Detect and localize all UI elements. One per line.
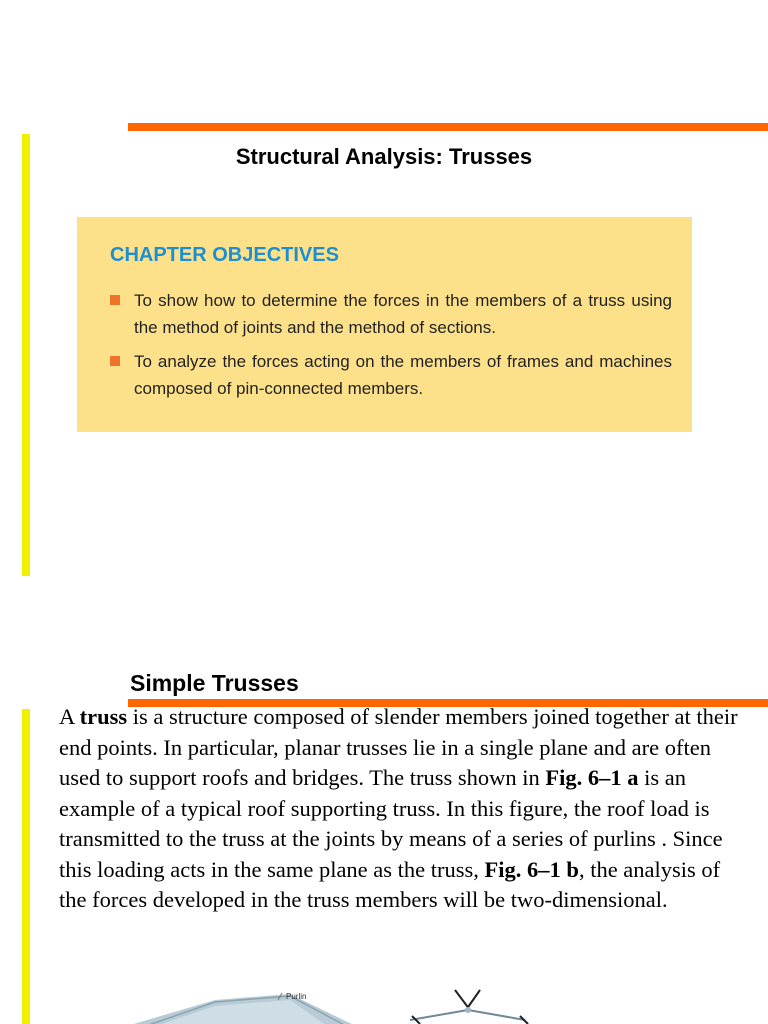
text-run: A (59, 704, 80, 729)
truss-diagram (410, 990, 528, 1024)
objectives-heading: CHAPTER OBJECTIVES (110, 244, 339, 266)
slide-title: Structural Analysis: Trusses (235, 144, 533, 169)
square-bullet-icon (110, 356, 120, 366)
accent-bar (22, 709, 30, 1024)
truss-figure (0, 988, 768, 1024)
objectives-list (110, 287, 672, 409)
objective-item (110, 287, 672, 341)
slide-2 (0, 600, 768, 1024)
text-run: is a structure composed of slender members joined together at their end points. In particular, planar trusses lie in a single plane and are often used to support roofs and bridges. The truss shown in (59, 704, 738, 790)
figure-reference: Fig. 6–1 b (484, 856, 579, 882)
bold-term: truss (79, 704, 128, 729)
body-paragraph (59, 702, 749, 916)
figure-reference: Fig. 6–1 a (545, 765, 639, 790)
slide-title: Simple Trusses (130, 670, 299, 696)
accent-bar (22, 134, 30, 576)
roof-truss-illustration (120, 993, 360, 1024)
title-rule (128, 123, 768, 131)
objective-text: To analyze the forces acting on the members of frames and machines composed of pin-connected members. (134, 352, 672, 398)
text-run: , the analysis of the forces developed in the truss members will be two-dimensional. (59, 856, 721, 912)
purlin-label: Purlin (286, 992, 307, 1001)
objective-text: To show how to determine the forces in the members of a truss using the method of joints and the method of sections. (134, 291, 672, 337)
objective-item (110, 348, 672, 402)
text-run: is an example of a typical roof supporting truss. In this figure, the roof load is transmitted to the truss at the joints by means of a series of purlins . Since this loading acts in the same plane as the truss, (59, 765, 723, 882)
square-bullet-icon (110, 295, 120, 305)
objectives-box (77, 217, 692, 432)
